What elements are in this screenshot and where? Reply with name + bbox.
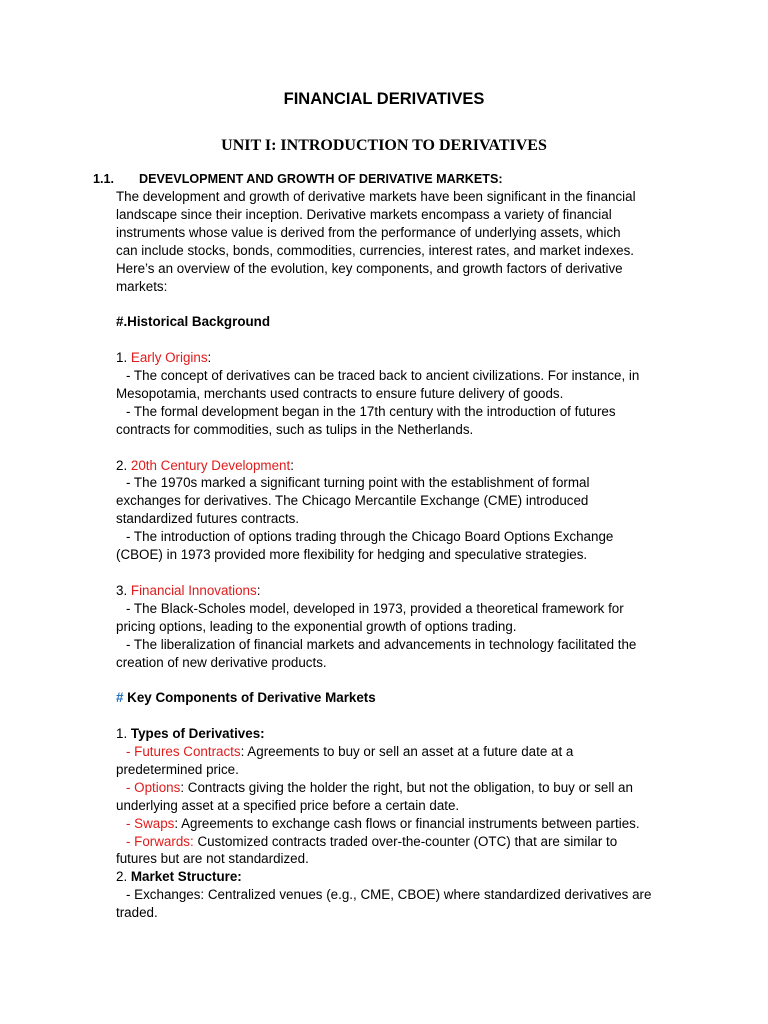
unit-title: UNIT I: INTRODUCTION TO DERIVATIVES: [221, 137, 547, 154]
hash-symbol: #: [116, 690, 124, 706]
history-item-financial-innovations: [116, 582, 676, 600]
item-number: 2.: [116, 869, 131, 885]
text-line: - The concept of derivatives can be traced back to ancient civilizations. For instance, in: [126, 368, 640, 384]
type-text: : Agreements to exchange cash flows or financial instruments between parties.: [174, 815, 640, 831]
key-components-heading: [116, 689, 676, 707]
text-line: - The liberalization of financial markets and advancements in technology facilitated the: [126, 636, 637, 652]
item-name: 20th Century Development: [130, 457, 291, 473]
text-line: - The Black-Scholes model, developed in 1973, provided a theoretical framework for: [126, 600, 624, 616]
market-structure-heading: [116, 868, 676, 886]
item-number: 2.: [116, 457, 131, 473]
intro-line: markets:: [116, 278, 168, 294]
text-line: pricing options, leading to the exponential growth of options trading.: [116, 618, 517, 634]
type-name: - Options: [126, 779, 181, 795]
text-line: underlying asset at a specified price before a certain date.: [116, 797, 460, 813]
structure-label: Market Structure:: [130, 869, 242, 885]
item-name: Financial Innovations: [130, 582, 257, 598]
historical-heading: #.Historical Background: [116, 314, 271, 330]
history-item-20th-century: [116, 457, 676, 475]
intro-line: The development and growth of derivative markets have been significant in the financial: [116, 189, 636, 204]
text-line: (CBOE) in 1973 provided more flexibility for hedging and speculative strategies.: [116, 547, 588, 563]
type-name: - Futures Contracts: [126, 744, 241, 759]
type-options: [116, 779, 676, 797]
item-colon: :: [290, 457, 294, 473]
item-name: Early Origins: [130, 350, 208, 366]
intro-line: can include stocks, bonds, commodities, currencies, interest rates, and market indexes.: [116, 242, 635, 258]
item-colon: :: [256, 582, 261, 598]
text-line: exchanges for derivatives. The Chicago Mercantile Exchange (CME) introduced: [116, 493, 589, 509]
type-futures: [116, 743, 676, 761]
type-forwards: [116, 833, 676, 851]
text-line: predetermined price.: [116, 761, 239, 777]
text-line: - The introduction of options trading through the Chicago Board Options Exchange: [126, 529, 614, 545]
text-line: standardized futures contracts.: [116, 511, 300, 527]
text-line: traded.: [116, 905, 158, 921]
type-name: - Swaps: [126, 815, 175, 831]
section-title: DEVEVLOPMENT AND GROWTH OF DERIVATIVE MARKETS:: [139, 172, 503, 186]
section-heading: [93, 171, 693, 188]
intro-line: instruments whose value is derived from the performance of underlying assets, which: [116, 224, 621, 240]
document-title: FINANCIAL DERIVATIVES: [283, 90, 485, 108]
document-body: [116, 188, 676, 922]
item-number: 3.: [116, 582, 131, 598]
text-line: - The 1970s marked a significant turning point with the establishment of formal: [126, 475, 590, 491]
types-heading: [116, 725, 676, 743]
types-label: Types of Derivatives:: [130, 726, 265, 742]
text-line: creation of new derivative products.: [116, 654, 327, 670]
intro-line: Here’s an overview of the evolution, key components, and growth factors of derivative: [116, 260, 623, 276]
type-text: : Agreements to buy or sell an asset at a future date at a: [240, 744, 574, 759]
type-text: Customized contracts traded over-the-counter (OTC) that are similar to: [193, 833, 618, 849]
text-line: - The formal development began in the 17th century with the introduction of futures: [126, 403, 616, 419]
text-line: - Exchanges: Centralized venues (e.g., CME, CBOE) where standardized derivatives are: [126, 887, 652, 903]
history-item-early-origins: [116, 349, 676, 367]
text-line: contracts for commodities, such as tulips in the Netherlands.: [116, 421, 474, 437]
intro-line: landscape since their inception. Derivative markets encompass a variety of financial: [116, 206, 612, 222]
item-colon: :: [207, 350, 212, 366]
item-number: 1.: [116, 350, 131, 366]
type-name: - Forwards:: [126, 833, 194, 849]
type-text: : Contracts giving the holder the right, but not the obligation, to buy or sell an: [180, 779, 633, 795]
key-heading-text: Key Components of Derivative Markets: [123, 690, 376, 706]
item-number: 1.: [116, 726, 131, 742]
text-line: futures but are not standardized.: [116, 851, 309, 867]
text-line: Mesopotamia, merchants used contracts to ensure future delivery of goods.: [116, 385, 564, 401]
type-swaps: [116, 815, 676, 833]
section-number: 1.1.: [93, 172, 115, 186]
